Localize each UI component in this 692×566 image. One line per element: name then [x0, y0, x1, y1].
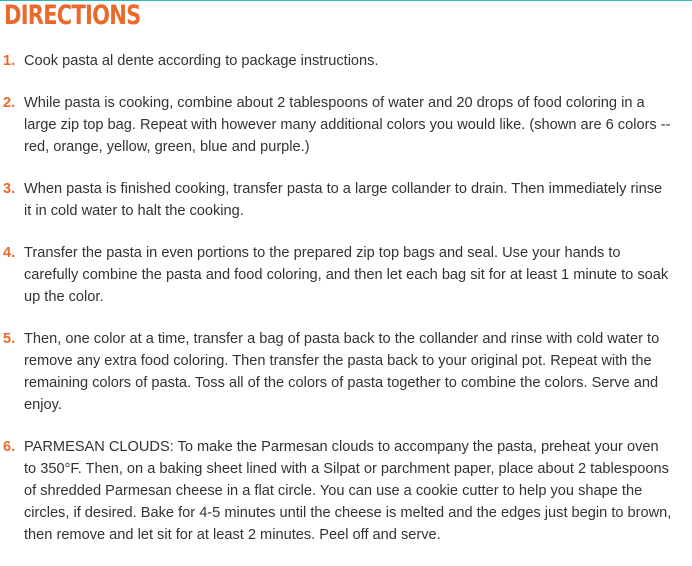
step-number: 4.	[3, 245, 16, 261]
step-item	[0, 242, 692, 308]
step-number: 5.	[3, 331, 16, 347]
step-text: PARMESAN CLOUDS: To make the Parmesan clouds to accompany the pasta, preheat your oven to 350°F. Then, on a baking sheet lined with a Silpat or parchment paper, place about 2 tablespoons of shredded Parmesan cheese in a flat circle. You can use a cookie cutter to help you shape the circles, if desired. Bake for 4-5 minutes until the cheese is melted and the edges just begin to brown, then remove and let sit for at least 2 minutes. Peel off and serve.	[24, 439, 672, 543]
step-text: When pasta is finished cooking, transfer pasta to a large collander to drain. Then immediately rinse it in cold water to halt the cooking.	[24, 181, 663, 219]
step-text: Then, one color at a time, transfer a bag of pasta back to the collander and rinse with cold water to remove any extra food coloring. Then transfer the pasta back to your original pot. Repeat with the remaining colors of pasta. Toss all of the colors of pasta together to combine the colors. Serve and enjoy.	[24, 331, 660, 413]
step-text: While pasta is cooking, combine about 2 tablespoons of water and 20 drops of food coloring in a large zip top bag. Repeat with however many additional colors you would like. (shown are 6 colors -- red, orange, yellow, green, blue and purple.)	[24, 95, 671, 155]
step-number: 6.	[3, 439, 16, 455]
directions-list	[0, 50, 692, 566]
step-number: 3.	[3, 181, 16, 197]
step-item	[0, 92, 692, 158]
step-item	[0, 328, 692, 416]
step-item	[0, 436, 692, 546]
step-text: Transfer the pasta in even portions to the prepared zip top bags and seal. Use your hands to carefully combine the pasta and food coloring, and then let each bag sit for at least 1 minute to soak up the color.	[24, 245, 669, 305]
step-number: 1.	[3, 53, 16, 69]
step-text: Cook pasta al dente according to package instructions.	[24, 53, 379, 69]
step-number: 2.	[3, 95, 16, 111]
step-item	[0, 50, 692, 72]
directions-heading: DIRECTIONS	[4, 0, 141, 31]
step-item	[0, 178, 692, 222]
